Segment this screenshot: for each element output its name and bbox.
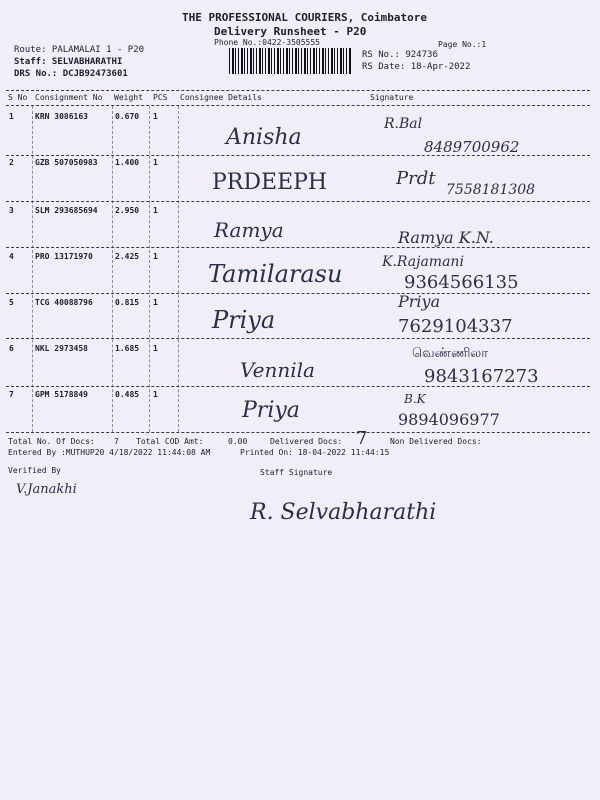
row-consignment: KRN 3086163 <box>35 112 88 121</box>
signature-mark: R.Bal <box>384 116 423 132</box>
consignee-phone: 7558181308 <box>446 182 536 198</box>
row-weight: 0.485 <box>115 390 140 399</box>
col-header-consignee: Consignee Details <box>180 93 262 102</box>
row-weight: 1.685 <box>115 344 140 353</box>
consignee-name: Anisha <box>226 125 302 150</box>
signature-mark: B.K <box>404 392 426 406</box>
total-cod-value: 0.00 <box>228 437 248 446</box>
consignee-name: Tamilarasu <box>208 260 343 288</box>
col-header-weight: Weight <box>114 93 143 102</box>
consignee-phone: 7629104337 <box>398 316 513 337</box>
row-divider <box>6 338 590 339</box>
verified-by-label: Verified By <box>8 466 61 475</box>
row-sno: 6 <box>9 344 14 353</box>
row-divider <box>6 432 590 433</box>
rs-number: RS No.: 924736 <box>362 50 438 60</box>
entered-by: Entered By :MUTHUP20 4/18/2022 11:44:08 AM <box>8 448 211 457</box>
row-sno: 5 <box>9 298 14 307</box>
row-pcs: 1 <box>153 390 158 399</box>
row-divider <box>6 155 590 156</box>
staff-signature: R. Selvabharathi <box>250 500 437 525</box>
barcode <box>229 48 351 74</box>
row-divider <box>6 247 590 248</box>
drs-number: DRS No.: DCJB92473601 <box>14 69 128 79</box>
col-header-sno: S No <box>8 93 28 102</box>
row-consignment: SLM 293685694 <box>35 206 98 215</box>
total-cod-label: Total COD Amt: <box>136 437 204 446</box>
row-weight: 2.425 <box>115 252 140 261</box>
signature-mark: Priya <box>398 292 441 311</box>
row-divider <box>6 386 590 387</box>
staff-label: Staff: SELVABHARATHI <box>14 57 123 67</box>
consignee-phone: 9894096977 <box>398 410 500 429</box>
row-consignment: GZB 507050983 <box>35 158 98 167</box>
printed-on: Printed On: 18-04-2022 11:44:15 <box>240 448 390 457</box>
consignee-name: Priya <box>212 306 276 334</box>
route-label: Route: PALAMALAI 1 - P20 <box>14 45 145 55</box>
row-pcs: 1 <box>153 206 158 215</box>
rs-date: RS Date: 18-Apr-2022 <box>362 62 471 72</box>
signature-mark: Ramya K.N. <box>398 228 494 247</box>
row-pcs: 1 <box>153 344 158 353</box>
row-consignment: TCG 40088796 <box>35 298 93 307</box>
delivered-label: Delivered Docs: <box>270 437 343 446</box>
consignee-name: Vennila <box>240 358 315 382</box>
phone-number: Phone No.:0422-3505555 <box>214 38 320 47</box>
delivered-value: 7 <box>356 428 368 449</box>
consignee-name: PRDEEPH <box>212 170 328 195</box>
row-pcs: 1 <box>153 252 158 261</box>
company-name: THE PROFESSIONAL COURIERS, Coimbatore <box>182 11 428 24</box>
staff-signature-label: Staff Signature <box>260 468 333 477</box>
row-pcs: 1 <box>153 158 158 167</box>
row-consignment: NKL 2973458 <box>35 344 88 353</box>
row-pcs: 1 <box>153 298 158 307</box>
col-header-signature: Signature <box>370 93 414 102</box>
row-pcs: 1 <box>153 112 158 121</box>
signature-mark: வெண்ணிலா <box>412 346 489 361</box>
total-docs-label: Total No. Of Docs: <box>8 437 95 446</box>
consignee-name: Priya <box>242 398 300 423</box>
row-consignment: GPM 5178849 <box>35 390 88 399</box>
consignee-name: Ramya <box>214 218 284 242</box>
row-consignment: PRO 13171970 <box>35 252 93 261</box>
consignee-phone: 9364566135 <box>404 272 519 293</box>
row-sno: 2 <box>9 158 14 167</box>
page-number: Page No.:1 <box>438 40 487 49</box>
consignee-phone: 9843167273 <box>424 366 539 387</box>
divider-header <box>6 105 590 106</box>
total-docs-value: 7 <box>114 437 119 446</box>
signature-mark: Prdt <box>396 168 436 189</box>
row-sno: 1 <box>9 112 14 121</box>
row-sno: 4 <box>9 252 14 261</box>
signature-mark: K.Rajamani <box>382 254 464 270</box>
divider-top <box>6 90 590 91</box>
row-weight: 1.400 <box>115 158 140 167</box>
row-sno: 7 <box>9 390 14 399</box>
non-delivered-label: Non Delivered Docs: <box>390 437 482 446</box>
row-sno: 3 <box>9 206 14 215</box>
col-header-pcs: PCS <box>153 93 168 102</box>
sheet-title: Delivery Runsheet - P20 <box>214 25 367 38</box>
row-weight: 0.815 <box>115 298 140 307</box>
verified-signature: V.Janakhi <box>16 482 77 497</box>
col-header-consignment: Consignment No <box>35 93 103 102</box>
row-weight: 2.950 <box>115 206 140 215</box>
row-weight: 0.670 <box>115 112 140 121</box>
row-divider <box>6 293 590 294</box>
consignee-phone: 8489700962 <box>424 138 520 156</box>
row-divider <box>6 201 590 202</box>
